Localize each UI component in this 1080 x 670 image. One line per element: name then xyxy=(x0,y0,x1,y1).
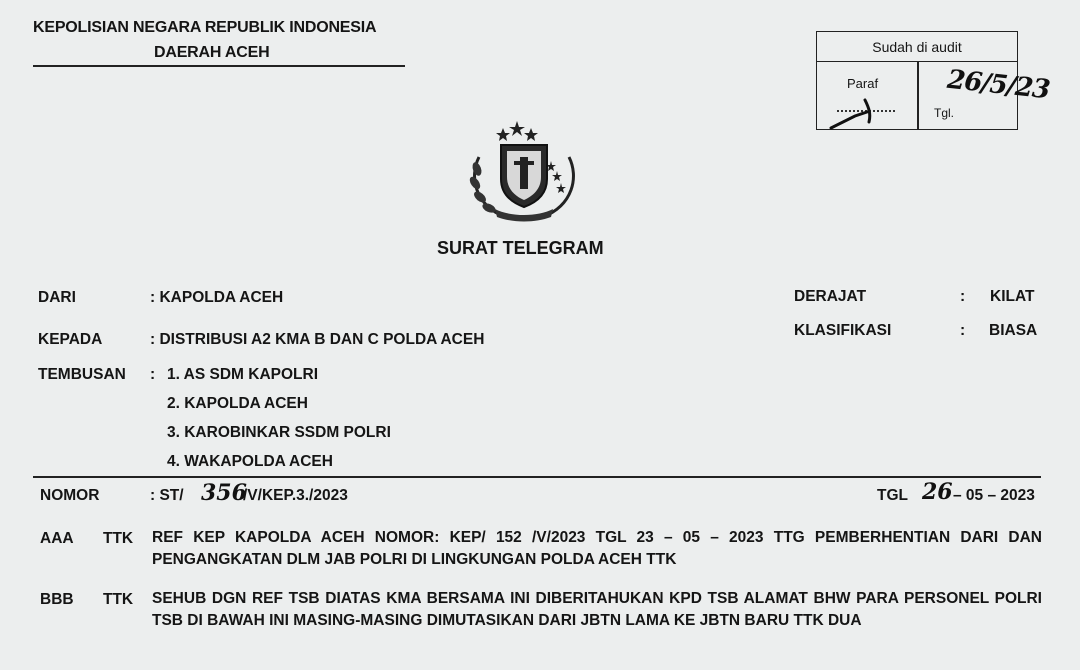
nomor-label: NOMOR xyxy=(40,487,100,504)
audit-handwritten-date: 26/5/23 xyxy=(945,64,1051,106)
tgl-rest: – 05 – 2023 xyxy=(953,487,1035,504)
header-line-2: DAERAH ACEH xyxy=(154,44,270,61)
paragraph-ttk: TTK xyxy=(103,591,134,608)
tembusan-item: 4. WAKAPOLDA ACEH xyxy=(167,453,333,470)
dari-label: DARI xyxy=(38,289,76,306)
audit-stamp-title: Sudah di audit xyxy=(817,32,1017,62)
tembusan-colon: : xyxy=(150,366,156,383)
klasifikasi-label: KLASIFIKASI xyxy=(794,322,892,339)
header-line-1: KEPOLISIAN NEGARA REPUBLIK INDONESIA xyxy=(33,19,377,36)
audit-tgl-label: Tgl. xyxy=(934,106,955,120)
nomor-prefix: : ST/ xyxy=(150,487,184,504)
derajat-value: KILAT xyxy=(990,288,1035,305)
tembusan-item: 2. KAPOLDA ACEH xyxy=(167,395,308,412)
tgl-handwritten-day: 26 xyxy=(922,479,953,505)
klasifikasi-value: BIASA xyxy=(989,322,1038,339)
header-underline xyxy=(33,65,405,67)
derajat-colon: : xyxy=(960,288,966,305)
tembusan-item: 1. AS SDM KAPOLRI xyxy=(167,366,318,383)
paragraph-code: BBB xyxy=(40,591,74,608)
paraf-label: Paraf xyxy=(847,76,879,91)
klasifikasi-colon: : xyxy=(960,322,966,339)
audit-stamp-divider xyxy=(917,62,919,130)
nomor-suffix: /V/KEP.3./2023 xyxy=(243,487,348,504)
paraf-signature-icon xyxy=(825,82,905,132)
paragraph-code: AAA xyxy=(40,530,74,547)
paragraph-text: REF KEP KAPOLDA ACEH NOMOR: KEP/ 152 /V/2023 TGL 23 – 05 – 2023 TTG PEMBERHENTIAN DARI DAN PENGANGKATAN DLM JAB POLRI DI LINGKUNGAN POLDA ACEH TTK xyxy=(152,529,1042,568)
tgl-label: TGL xyxy=(877,487,908,504)
paragraph-text: SEHUB DGN REF TSB DIATAS KMA BERSAMA INI DIBERITAHUKAN KPD TSB ALAMAT BHW PARA PERSONEL POLRI TSB DI BAWAH INI MASING-MASING DIMUTASIKAN DARI JBTN LAMA KE JBTN BARU TTK DUA xyxy=(152,590,1042,629)
dari-value: : KAPOLDA ACEH xyxy=(150,289,284,306)
kepada-label: KEPADA xyxy=(38,331,103,348)
police-emblem-icon xyxy=(465,117,583,225)
nomor-handwritten-number: 356 xyxy=(201,480,247,506)
paragraph-ttk: TTK xyxy=(103,530,134,547)
document-title: SURAT TELEGRAM xyxy=(437,238,604,258)
tembusan-label: TEMBUSAN xyxy=(38,366,126,383)
tembusan-item: 3. KAROBINKAR SSDM POLRI xyxy=(167,424,391,441)
section-divider xyxy=(33,476,1041,478)
kepada-value: : DISTRIBUSI A2 KMA B DAN C POLDA ACEH xyxy=(150,331,485,348)
derajat-label: DERAJAT xyxy=(794,288,867,305)
audit-stamp xyxy=(816,31,1051,130)
